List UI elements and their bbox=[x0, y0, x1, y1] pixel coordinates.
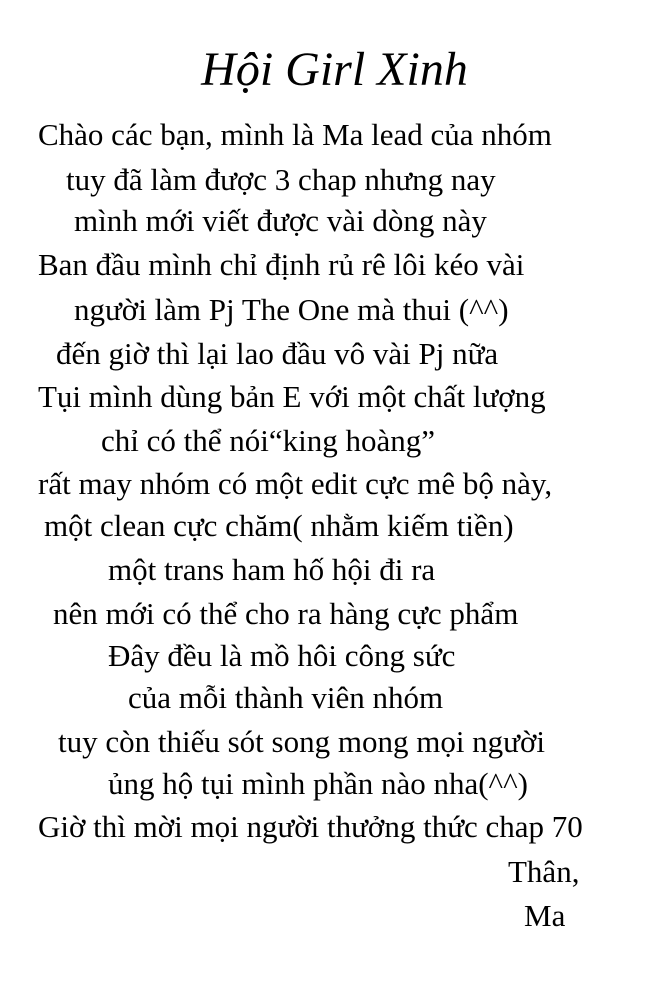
message-line: mình mới viết được vài dòng này bbox=[74, 203, 487, 238]
message-line: của mỗi thành viên nhóm bbox=[128, 680, 444, 715]
message-line: rất may nhóm có một edit cực mê bộ này, bbox=[38, 466, 553, 501]
message-line: nên mới có thể cho ra hàng cực phẩm bbox=[53, 596, 519, 631]
page-title: Hội Girl Xinh bbox=[201, 43, 468, 96]
message-line: đến giờ thì lại lao đầu vô vài Pj nữa bbox=[56, 336, 499, 371]
message-line: người làm Pj The One mà thui (^^) bbox=[74, 292, 509, 327]
message-line: Ban đầu mình chỉ định rủ rê lôi kéo vài bbox=[38, 247, 525, 282]
signature-name: Ma bbox=[524, 898, 566, 933]
message-line: tuy đã làm được 3 chap nhưng nay bbox=[66, 162, 496, 197]
message-line: ủng hộ tụi mình phần nào nha(^^) bbox=[108, 766, 528, 801]
message-line: một trans ham hố hội đi ra bbox=[108, 552, 436, 587]
message-line: tuy còn thiếu sót song mong mọi người bbox=[58, 724, 545, 759]
message-line: Chào các bạn, mình là Ma lead của nhóm bbox=[38, 117, 552, 152]
message-line: chỉ có thể nói“king hoàng” bbox=[101, 423, 436, 458]
signature-closing: Thân, bbox=[508, 854, 580, 889]
message-line: một clean cực chăm( nhằm kiếm tiền) bbox=[44, 508, 514, 543]
message-line: Đây đều là mồ hôi công sức bbox=[108, 638, 456, 673]
message-line: Tụi mình dùng bản E với một chất lượng bbox=[38, 379, 546, 414]
message-line: Giờ thì mời mọi người thưởng thức chap 70 bbox=[38, 809, 583, 844]
